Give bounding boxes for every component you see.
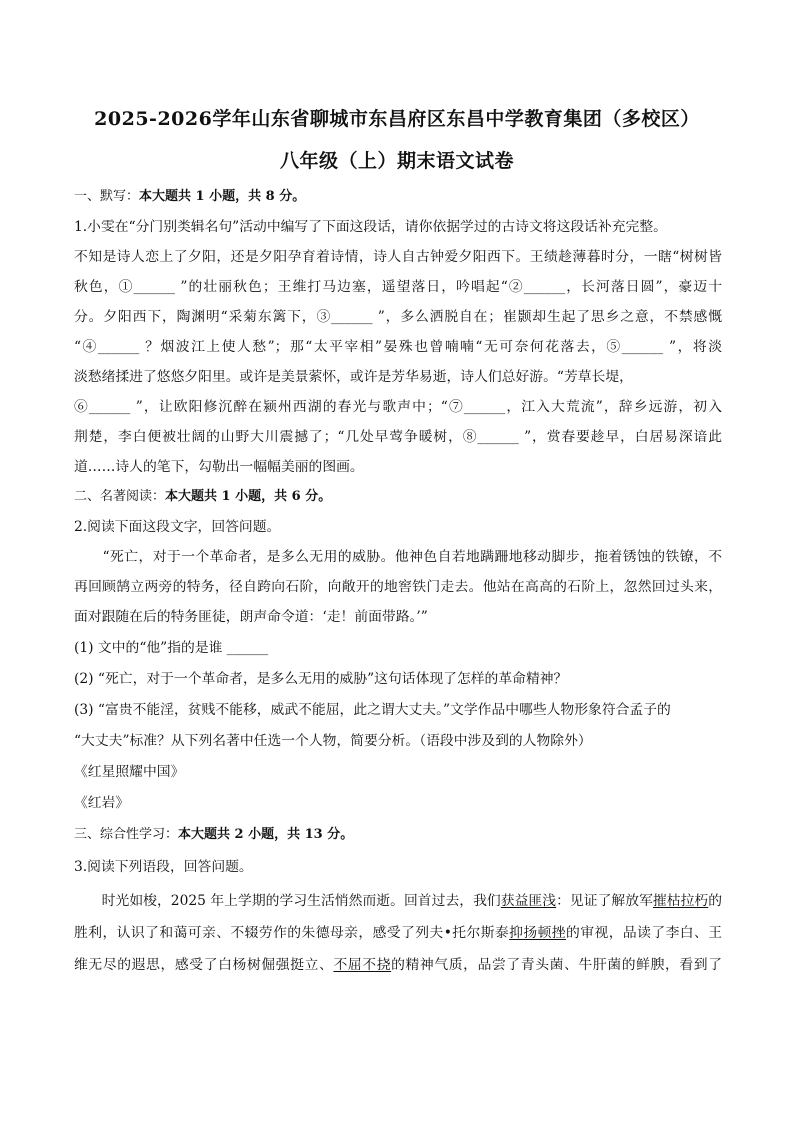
- q2-subquestion-3-line1: (3) “富贵不能淫，贫贱不能移，威武不能屈，此之谓大丈夫。”文学作品中哪些人物形象符合孟子的: [74, 702, 671, 718]
- q3-text-line: [74, 954, 722, 976]
- section1-title: 一、默写：: [74, 189, 140, 204]
- q2-subquestion-2: (2) “死亡，对于一个革命者，是多么无用的威胁”这句话体现了怎样的革命精神？: [74, 671, 568, 687]
- book-option-2: 《红岩》: [74, 795, 130, 811]
- q2-passage-line: 再回顾鹄立两旁的特务，径自跨向石阶，向敞开的地窖铁门走去。他站在高高的石阶上，忽然回过头来，: [74, 579, 722, 595]
- section2-title: 二、名著阅读：: [74, 489, 166, 504]
- q3-text: 时光如梭，2025 年上学期的学习生活悄然而逝。回首过去，我们: [74, 893, 501, 909]
- section3-info: 本大题共 2 小题，共 13 分。: [178, 827, 354, 842]
- question2-prompt: 2.阅读下面这段文字，回答问题。: [74, 519, 281, 535]
- section1-heading: [74, 186, 722, 208]
- q1-text-line: 淡愁绪揉进了悠悠夕阳里。或许是美景萦怀，或许是芳华易逝，诗人们总好游。“芳草长堤，: [74, 369, 633, 385]
- exam-title-line1: 2025-2026学年山东省聊城市东昌府区东昌中学教育集团（多校区）: [94, 108, 700, 130]
- q3-text: 的审视，品读了李白、王: [566, 925, 723, 941]
- q3-text: 胜利，认识了和蔼可亲、不辍劳作的朱德母亲，感受了列夫•托尔斯泰: [74, 925, 510, 941]
- q1-text-line: 分。夕阳西下，陶渊明“采菊东篱下，③______ ”，多么洒脱自在；崔颢却生起了思乡之意，不禁感慨: [74, 309, 722, 325]
- exam-title-line2: 八年级（上）期末语文试卷: [279, 150, 514, 172]
- q1-text-line: ⑥______ ”，让欧阳修沉醉在颍州西湖的春光与歌声中；“⑦______，江入大荒流”，辞乡远游，初入: [74, 399, 722, 415]
- underlined-idiom: 抑扬顿挫: [509, 925, 567, 941]
- q3-text-line: [74, 922, 722, 944]
- q2-subquestion-1: (1) 文中的“他”指的是谁 ______: [74, 640, 269, 656]
- q1-text-line: 秋色，①______ ”的壮丽秋色；王维打马边塞，遥望落日，吟唱起“②______，长河落日圆”，豪迈十: [74, 279, 722, 295]
- book-option-1: 《红星照耀中国》: [74, 764, 185, 780]
- question1-prompt: 1.小雯在“分门别类辑名句”活动中编写了下面这段话，请你依据学过的古诗文将这段话补充完整。: [74, 219, 667, 235]
- q2-passage-line: “死亡，对于一个革命者，是多么无用的威胁。他神色自若地蹒跚地移动脚步，拖着锈蚀的铁镣，不: [74, 549, 722, 565]
- q2-passage-line: 面对跟随在后的特务匪徒，朗声命令道：‘走！前面带路。’”: [74, 609, 428, 625]
- section2-info: 本大题共 1 小题，共 6 分。: [165, 489, 332, 504]
- q1-text-line: 道……诗人的笔下，勾勒出一幅幅美丽的图画。: [74, 459, 364, 475]
- underlined-idiom: 摧枯拉朽: [652, 893, 709, 909]
- q3-text: 的精神气质，品尝了青头菌、牛肝菌的鲜腴，看到了: [391, 957, 723, 973]
- section3-title: 三、综合性学习：: [74, 827, 179, 842]
- question3-prompt: 3.阅读下列语段，回答问题。: [74, 859, 253, 875]
- section2-heading: [74, 486, 722, 508]
- q1-text-line: 不知是诗人恋上了夕阳，还是夕阳孕育着诗情，诗人自古钟爱夕阳西下。王绩趁薄暮时分，一瞎“树树皆: [74, 249, 722, 265]
- q1-text-line: 荆楚，李白便被壮阔的山野大川震撼了；“几处早莺争暖树，⑧______ ”，赏春要趁早，白居易深谙此: [74, 429, 722, 445]
- q3-text: 的: [708, 893, 723, 909]
- section3-heading: [74, 824, 722, 846]
- q3-text: ：见证了解放军: [556, 893, 653, 909]
- section1-info: 本大题共 1 小题，共 8 分。: [139, 189, 306, 204]
- q1-text-line: “④______ ？烟波江上使人愁”；那“太平宰相”晏殊也曾喃喃“无可奈何花落去，⑤______ ”，将淡: [74, 339, 722, 355]
- q3-text-line: [74, 890, 722, 912]
- underlined-idiom: 不屈不挠: [333, 957, 392, 973]
- q3-text: 维无尽的遐思，感受了白杨树倔强挺立、: [74, 957, 334, 973]
- underlined-idiom: 获益匪浅: [500, 893, 557, 909]
- q2-subquestion-3-line2: “大丈夫”标准？从下列名著中任选一个人物，简要分析。（语段中涉及到的人物除外）: [74, 733, 592, 749]
